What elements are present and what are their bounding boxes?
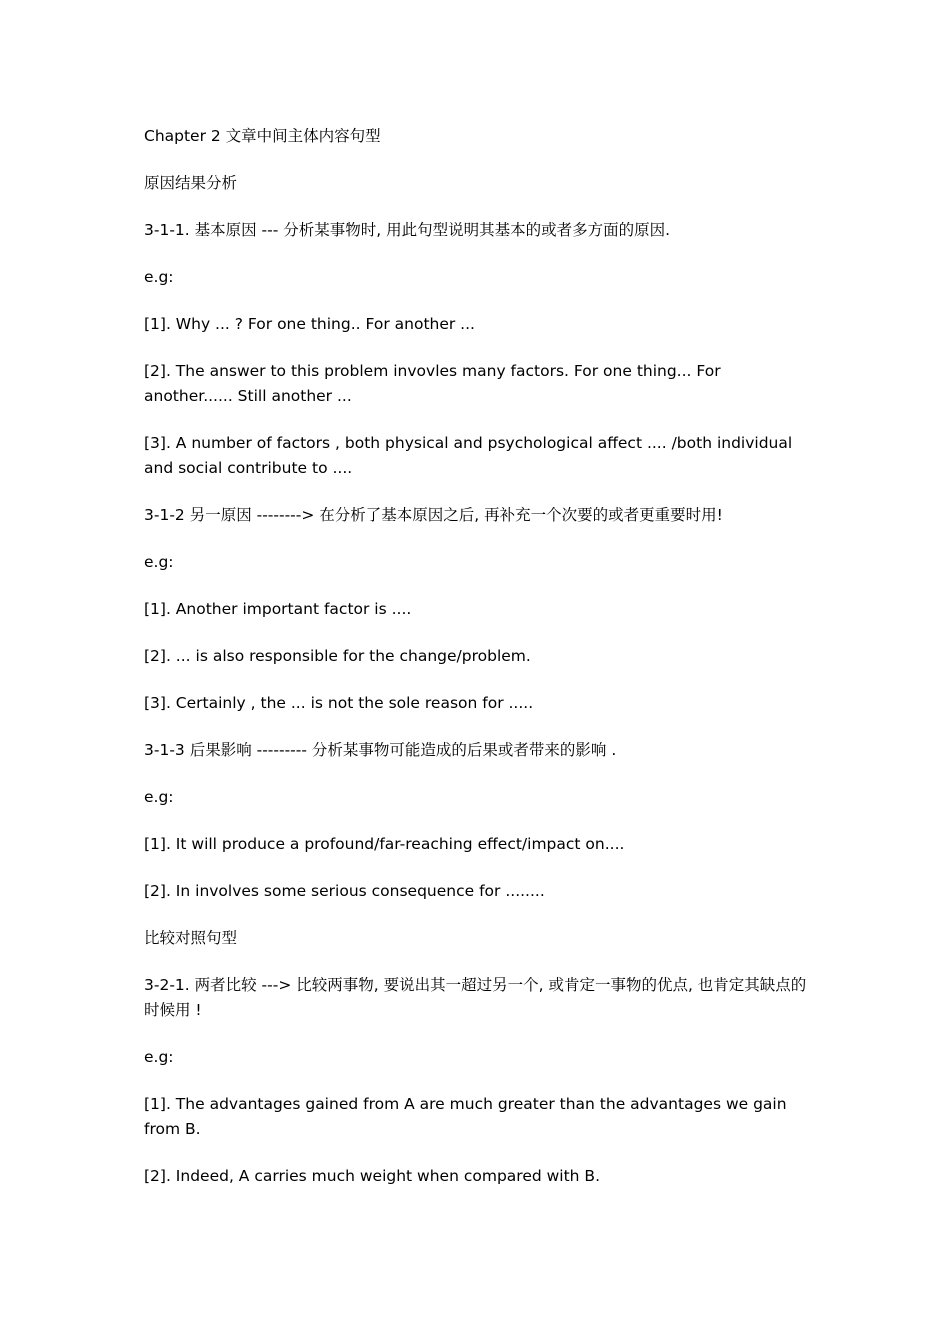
example-sentence: [3]. A number of factors , both physical and psychological affect .... /both individual and social contribute to .... xyxy=(144,434,793,477)
example-sentence: [2]. Indeed, A carries much weight when compared with B. xyxy=(144,1167,600,1185)
example-sentence: [2]. ... is also responsible for the change/problem. xyxy=(144,647,531,665)
example-sentence: [2]. In involves some serious consequence for ........ xyxy=(144,882,545,900)
section-heading-cause-effect: 原因结果分析 xyxy=(144,174,238,192)
example-label: e.g: xyxy=(144,1048,174,1066)
example-sentence: [2]. The answer to this problem invovles many factors. For one thing... For another...... Still another ... xyxy=(144,362,721,405)
example-label: e.g: xyxy=(144,788,174,806)
example-sentence: [1]. Why ... ? For one thing.. For another ... xyxy=(144,315,475,333)
chapter-title: Chapter 2 文章中间主体内容句型 xyxy=(144,127,381,145)
item-heading-3-1-3: 3-1-3 后果影响 --------- 分析某事物可能造成的后果或者带来的影响 . xyxy=(144,741,617,759)
document-page xyxy=(144,124,814,1211)
item-heading-3-1-1: 3-1-1. 基本原因 --- 分析某事物时, 用此句型说明其基本的或者多方面的原因. xyxy=(144,221,671,239)
example-label: e.g: xyxy=(144,553,174,571)
section-heading-comparison: 比较对照句型 xyxy=(144,929,238,947)
example-label: e.g: xyxy=(144,268,174,286)
example-sentence: [1]. The advantages gained from A are much greater than the advantages we gain from B. xyxy=(144,1095,787,1138)
example-sentence: [1]. Another important factor is .... xyxy=(144,600,412,618)
example-sentence: [1]. It will produce a profound/far-reaching effect/impact on.... xyxy=(144,835,625,853)
example-sentence: [3]. Certainly , the ... is not the sole reason for ..... xyxy=(144,694,534,712)
item-heading-3-1-2: 3-1-2 另一原因 --------> 在分析了基本原因之后, 再补充一个次要的或者更重要时用! xyxy=(144,506,723,524)
item-heading-3-2-1: 3-2-1. 两者比较 ---> 比较两事物, 要说出其一超过另一个, 或肯定一事物的优点, 也肯定其缺点的时候用 ! xyxy=(144,976,807,1019)
